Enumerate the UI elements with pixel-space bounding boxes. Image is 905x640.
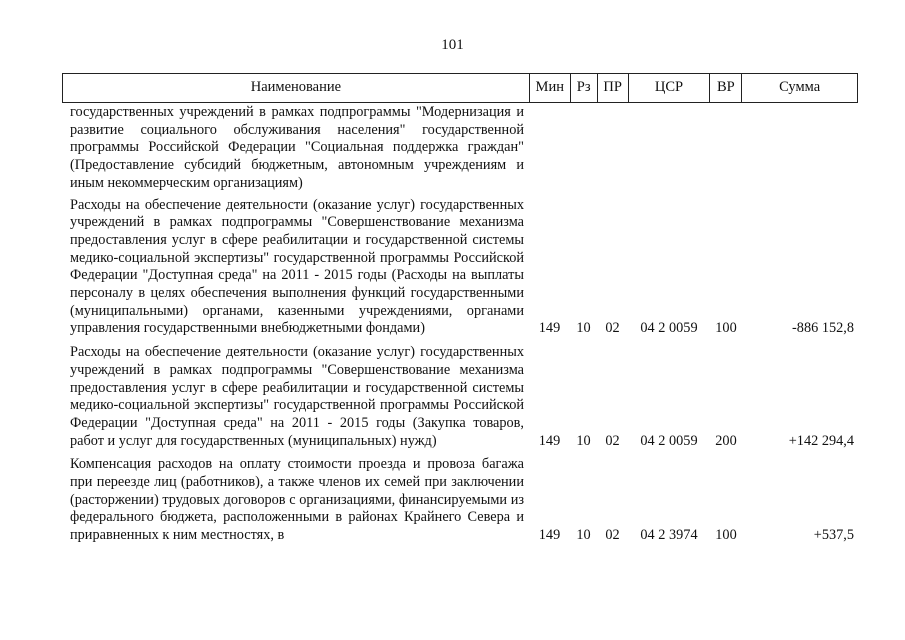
row-pr: 02 <box>605 320 620 337</box>
row-rz: 10 <box>576 432 591 449</box>
row-name: Расходы на обеспечение деятельности (оказание услуг) государственных учреждений в рамках подпрограммы "Совершенствование механизма предоставления услуг в сфере реабилитации и государственной системы медико-социальной экспертизы" государственной программы Российской Федерации "Доступная среда" на 2011 - 2015 годы (Закупка товаров, работ и услуг для государственных (муниципальных) нужд) <box>70 344 524 449</box>
header-rz: Рз <box>570 74 597 102</box>
row-pr: 02 <box>605 432 620 449</box>
row-name: Компенсация расходов на оплату стоимости проезда и провоза багажа при переезде лиц (работников), а также членов их семей при заключении (расторжении) трудовых договоров с организациями, финансируемыми из федерального бюджета, расположенными в районах Крайнего Севера и приравненных к ним местностях, в <box>70 456 524 544</box>
row-name: государственных учреждений в рамках подпрограммы "Модернизация и развитие социального обслуживания населения" государственной программы Российской Федерации "Социальная поддержка граждан" (Предоставление субсидий бюджетным, автономным учреждениям и иным некоммерческим организациям) <box>70 104 524 191</box>
row-rz: 10 <box>576 320 591 337</box>
header-sum: Сумма <box>741 74 857 102</box>
row-rz: 10 <box>576 527 591 544</box>
row-csr: 04 2 0059 <box>640 320 698 337</box>
row-min: 149 <box>538 527 561 544</box>
header-csr: ЦСР <box>628 74 710 102</box>
row-csr: 04 2 0059 <box>640 432 698 449</box>
row-vr: 100 <box>715 320 737 337</box>
row-name: Расходы на обеспечение деятельности (оказание услуг) государственных учреждений в рамках подпрограммы "Совершенствование механизма предоставления услуг в сфере реабилитации и государственной системы медико-социальной экспертизы" государственной программы Российской Федерации "Доступная среда" на 2011 - 2015 годы (Расходы на выплаты персоналу в целях обеспечения выполнения функций государственными (муниципальными) органами, казенными учреждениями, органами управления государственными внебюджетными фондами) <box>70 196 524 337</box>
table-row <box>62 104 858 193</box>
table-row <box>62 456 858 545</box>
row-min: 149 <box>538 320 561 337</box>
page-number: 101 <box>441 37 464 53</box>
header-name: Наименование <box>250 79 342 96</box>
row-sum: -886 152,8 <box>792 320 854 337</box>
table-body <box>62 104 858 551</box>
row-sum: +142 294,4 <box>788 432 854 449</box>
row-sum: +537,5 <box>813 527 854 544</box>
row-vr: 200 <box>715 432 737 449</box>
table-row <box>62 344 858 450</box>
row-min: 149 <box>538 432 561 449</box>
header-pr: ПР <box>597 74 628 102</box>
table-header <box>62 73 858 103</box>
table-row <box>62 197 858 339</box>
row-csr: 04 2 3974 <box>640 527 698 544</box>
row-vr: 100 <box>715 527 737 544</box>
header-min: Мин <box>529 74 570 102</box>
header-vr: ВР <box>709 74 741 102</box>
row-pr: 02 <box>605 527 620 544</box>
